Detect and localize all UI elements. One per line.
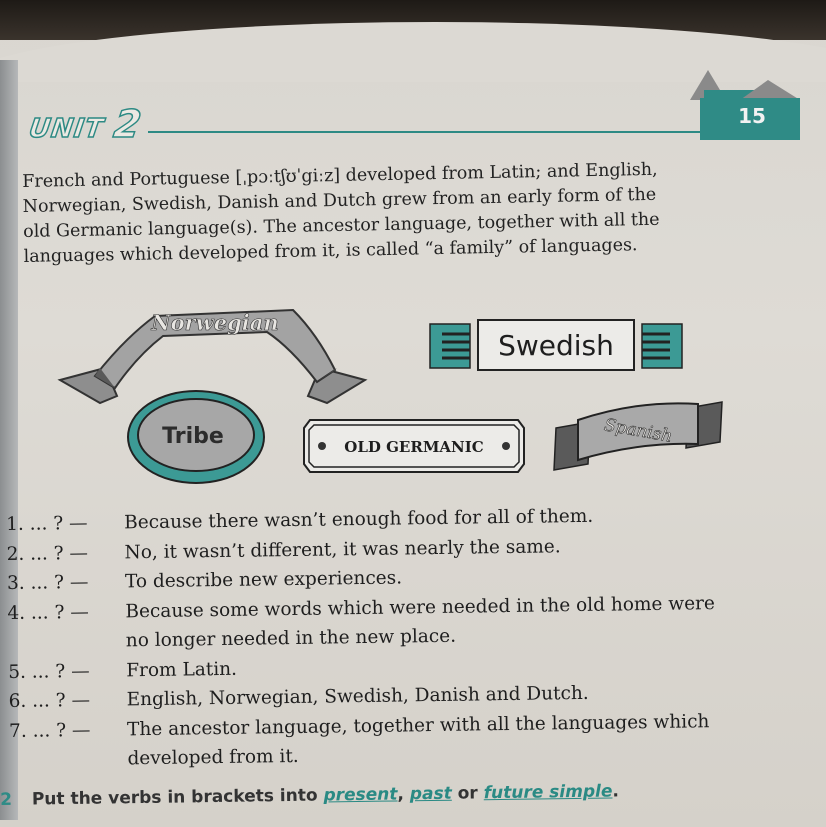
page-number: 15	[738, 104, 766, 128]
question-number: 2. ... ? —	[6, 542, 89, 565]
spanish-label: Spanish	[602, 415, 674, 447]
question-number: 1. ... ? —	[6, 512, 88, 535]
present-link: present	[323, 784, 398, 806]
question-number: 5. ... ? —	[8, 660, 90, 683]
comma: ,	[397, 784, 405, 805]
answer-line: The ancestor language, together with all the languages which	[126, 710, 710, 740]
answer-line: Because some words which were needed in the old home were	[125, 592, 716, 622]
list-item	[9, 705, 826, 776]
answers-list	[6, 498, 826, 775]
exercise-text: Put the verbs in brackets into	[31, 785, 318, 810]
intro-line: languages which developed from it, is called “a family” of languages.	[23, 235, 638, 267]
swedish-label: Swedish	[498, 329, 614, 362]
old-germanic-label: OLD GERMANIC	[344, 438, 484, 456]
exercise-number: 2	[0, 789, 13, 810]
answer-text	[127, 705, 826, 774]
answer-text: No, it wasn’t different, it was nearly the same.	[124, 535, 561, 563]
old-germanic-plaque	[302, 418, 526, 474]
answer-text: To describe new experiences.	[124, 567, 403, 593]
swedish-banner	[428, 318, 686, 374]
question-number: 4. ... ? —	[7, 601, 89, 624]
answer-line: no longer needed in the new place.	[125, 625, 457, 652]
unit-number: 2	[111, 102, 145, 146]
unit-title	[27, 102, 145, 146]
intro-paragraph	[22, 155, 814, 270]
question-number: 7. ... ? —	[8, 719, 91, 742]
norwegian-label: Norwegian	[151, 310, 279, 335]
exercise-2-instruction	[0, 778, 826, 810]
or-text: or	[457, 783, 478, 804]
unit-label: UNIT	[27, 114, 106, 144]
answer-text: From Latin.	[126, 658, 238, 681]
header-rule	[148, 131, 708, 133]
answer-text: Because there wasn’t enough food for all of them.	[124, 505, 594, 534]
answer-text	[125, 587, 826, 656]
intro-line: old Germanic language(s). The ancestor language, together with all the	[22, 209, 660, 242]
end-period: .	[612, 781, 620, 802]
answer-line: developed from it.	[127, 745, 299, 770]
intro-line: French and Portuguese [ˌpɔːtʃʊˈgiːz] developed from Latin; and English,	[22, 159, 658, 192]
question-number: 6. ... ? —	[8, 689, 91, 712]
spanish-ribbon	[548, 398, 728, 476]
question-number: 3. ... ? —	[6, 571, 89, 594]
tribe-oval	[125, 388, 267, 486]
tribe-label: Tribe	[162, 424, 224, 449]
intro-line: Norwegian, Swedish, Danish and Dutch grew from an early form of the	[22, 184, 657, 217]
future-link: future simple	[483, 781, 613, 804]
answer-text: English, Norwegian, Swedish, Danish and Dutch.	[126, 682, 589, 711]
past-link: past	[409, 783, 452, 805]
